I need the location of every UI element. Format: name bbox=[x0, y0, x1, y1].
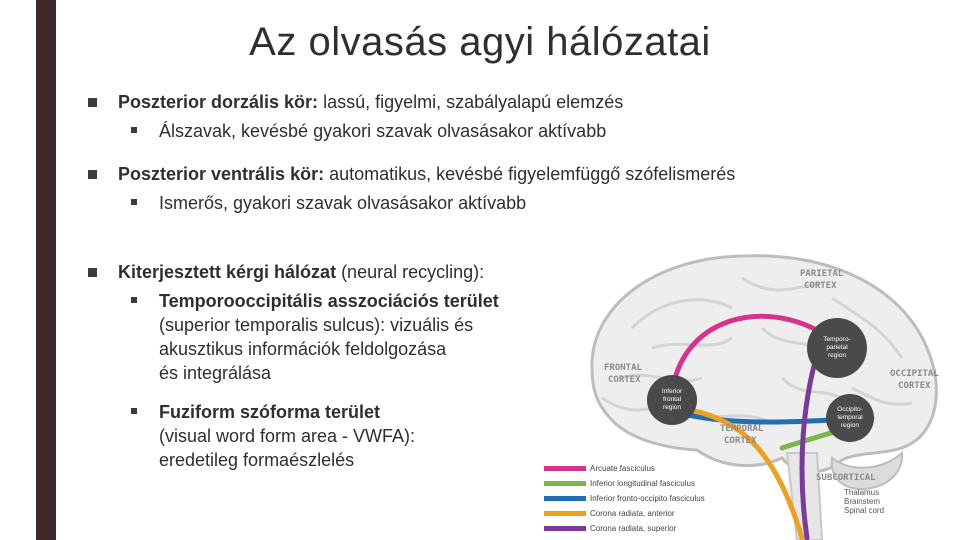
sub-bullet-square-icon bbox=[131, 199, 137, 205]
sub-vwfa-heading: Fuziform szóforma terület bbox=[159, 402, 381, 422]
if-label-2: frontal bbox=[662, 396, 682, 403]
legend-swatch-corona-anterior bbox=[544, 511, 586, 516]
bullet-dorsal-text: lassú, figyelmi, szabályalapú elemzés bbox=[318, 92, 624, 112]
sub-temporooccipital-line: akusztikus információk feldolgozása bbox=[159, 339, 447, 359]
sub-dorsal-text: Álszavak, kevésbé gyakori szavak olvasásakor aktívabb bbox=[159, 121, 607, 141]
tp-label-2: parietal bbox=[826, 344, 848, 351]
ot-label-2: temporal bbox=[837, 414, 863, 421]
brain-illustration bbox=[532, 238, 960, 540]
frontal-label-2: CORTEX bbox=[608, 375, 641, 385]
bullet-extended-text: (neural recycling): bbox=[336, 262, 485, 282]
if-label-3: region bbox=[662, 404, 682, 411]
sub-ventral-text: Ismerős, gyakori szavak olvasásakor aktívabb bbox=[159, 193, 527, 213]
bullet-ventral-heading: Poszterior ventrális kör: bbox=[118, 164, 325, 184]
bullet-ventral-text: automatikus, kevésbé figyelemfüggő szófelismerés bbox=[324, 164, 736, 184]
sub-temporooccipital-heading: Temporooccipitális asszociációs terület bbox=[159, 291, 499, 311]
bullet-square-icon bbox=[88, 170, 97, 179]
parietal-label-1: PARIETAL bbox=[800, 269, 844, 279]
sub-bullet-square-icon bbox=[131, 127, 137, 133]
thalamus-label: Thalamus bbox=[844, 488, 880, 497]
slide-title: Az olvasás agyi hálózatai bbox=[249, 20, 711, 64]
legend-swatch-arcuate bbox=[544, 466, 586, 471]
subcortical-label: SUBCORTICAL bbox=[816, 473, 876, 483]
if-label-1: Inferior bbox=[661, 388, 683, 395]
frontal-label-1: FRONTAL bbox=[604, 363, 642, 373]
sub-vwfa-line: eredetileg formaészlelés bbox=[159, 450, 355, 470]
sub-bullet-square-icon bbox=[131, 408, 137, 414]
ot-label-1: Occipito- bbox=[837, 406, 863, 413]
tp-label-3: region bbox=[827, 352, 847, 359]
parietal-label-2: CORTEX bbox=[804, 281, 837, 291]
sub-vwfa-line: (visual word form area - VWFA): bbox=[159, 426, 416, 446]
brainstem-label: Brainstem bbox=[844, 497, 881, 506]
legend-label-corona-superior: Corona radiata, superior bbox=[590, 524, 677, 533]
sub-bullet-square-icon bbox=[131, 297, 137, 303]
bullet-dorsal-heading: Poszterior dorzális kör: bbox=[118, 92, 319, 112]
sub-temporooccipital-line: (superior temporalis sulcus): vizuális és bbox=[159, 315, 474, 335]
occipital-label-1: OCCIPITAL bbox=[890, 369, 939, 379]
temporal-label-2: CORTEX bbox=[724, 436, 757, 446]
legend-label-ilf: Inferior longitudinal fasciculus bbox=[590, 479, 695, 488]
bullet-extended-heading: Kiterjesztett kérgi hálózat bbox=[118, 262, 337, 282]
bullet-square-icon bbox=[88, 268, 97, 277]
legend-label-ifof: Inferior fronto-occipito fasciculus bbox=[590, 494, 705, 503]
legend-swatch-ifof bbox=[544, 496, 586, 501]
legend-swatch-corona-superior bbox=[544, 526, 586, 531]
ot-label-3: region bbox=[840, 422, 860, 429]
brain-network-figure bbox=[532, 238, 960, 540]
legend-swatch-ilf bbox=[544, 481, 586, 486]
side-accent-bar bbox=[36, 0, 56, 540]
occipital-label-2: CORTEX bbox=[898, 381, 931, 391]
legend-label-arcuate: Arcuate fasciculus bbox=[590, 464, 655, 473]
spinal-cord-label: Spinal cord bbox=[844, 506, 885, 515]
tp-label-1: Temporo- bbox=[823, 336, 851, 343]
temporal-label-1: TEMPORAL bbox=[720, 424, 764, 434]
legend-label-corona-anterior: Corona radiata, anterior bbox=[590, 509, 675, 518]
sub-temporooccipital-line: és integrálása bbox=[159, 363, 272, 383]
bullet-square-icon bbox=[88, 98, 97, 107]
